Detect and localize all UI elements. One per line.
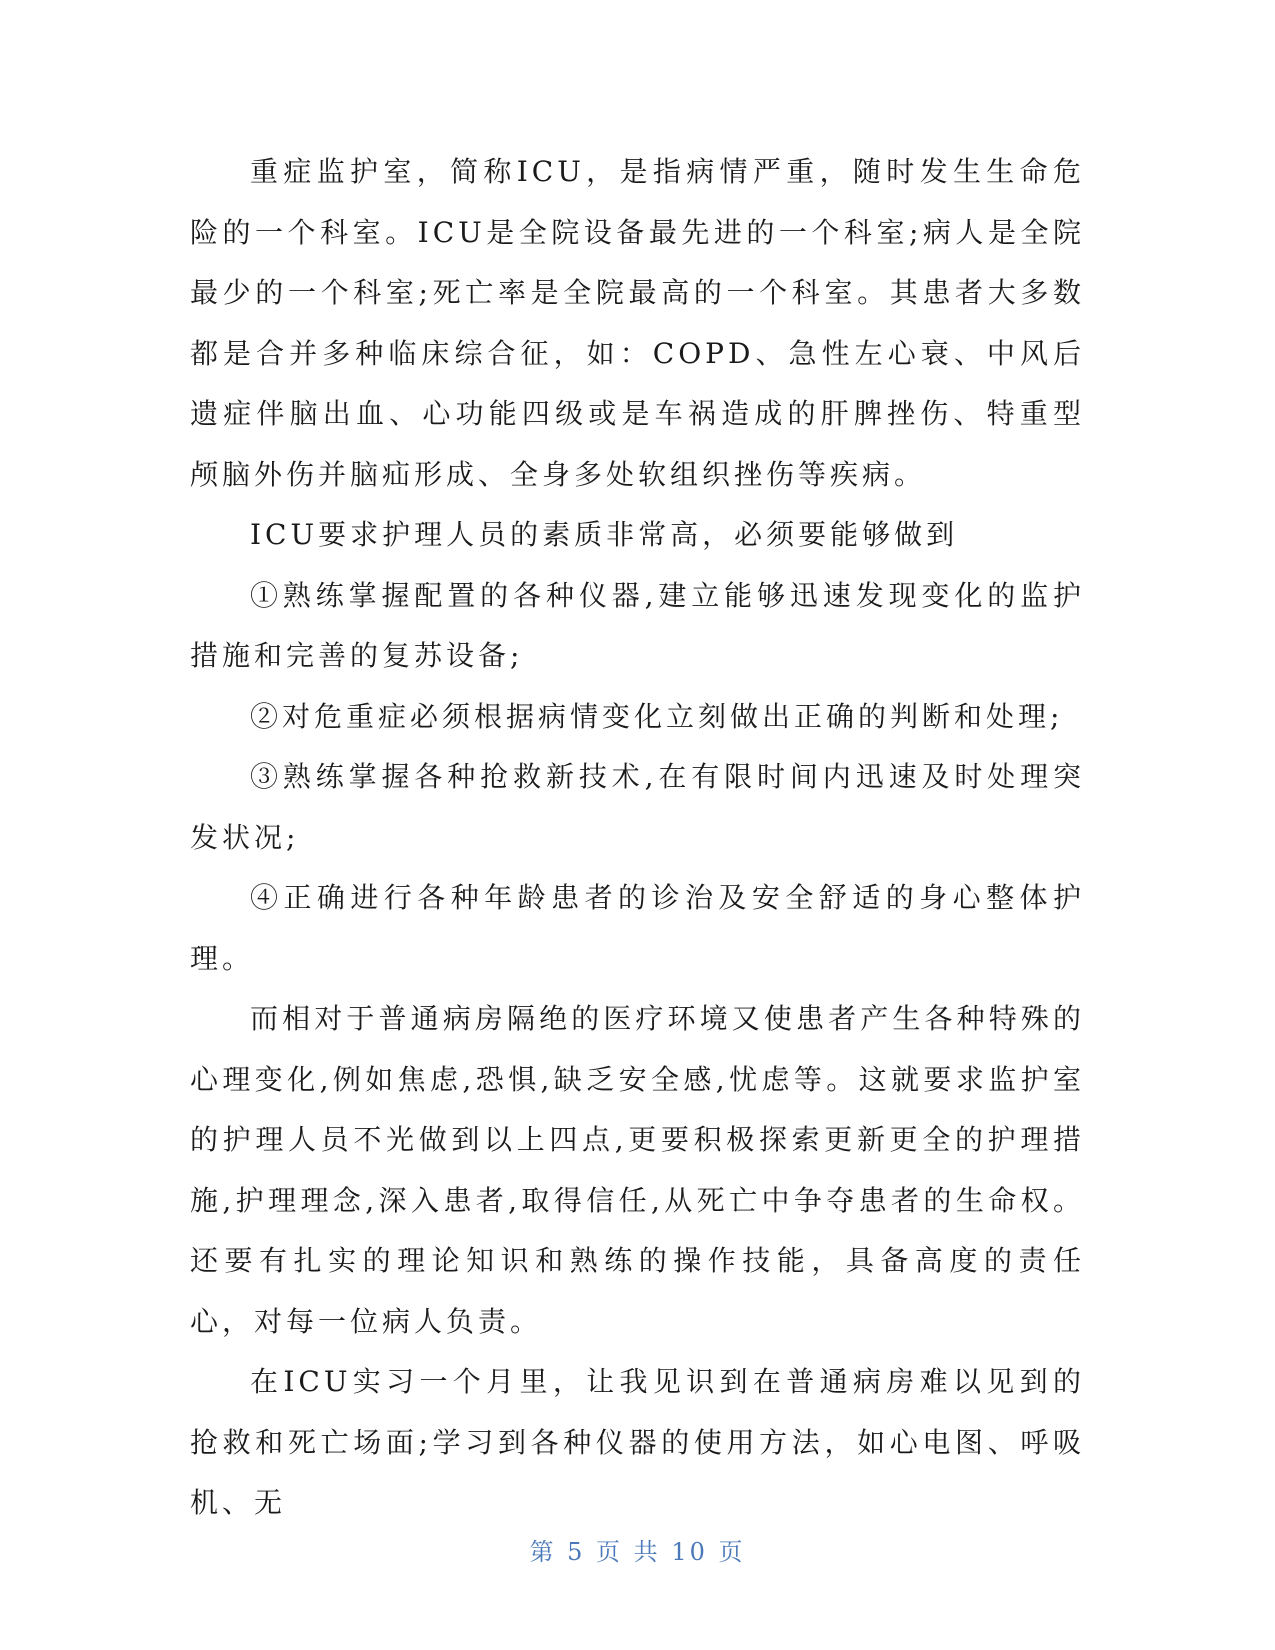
paragraph-requirement-2: ②对危重症必须根据病情变化立刻做出正确的判断和处理; bbox=[250, 699, 1064, 733]
paragraph-icu-intro: 重症监护室，简称ICU，是指病情严重，随时发生生命危险的一个科室。ICU是全院设备最先进的一个科室;病人是全院最少的一个科室;死亡率是全院最高的一个科室。其患者大多数都是合并多种临床综合征，如：COPD、急性左心衰、中风后遗症伴脑出血、心功能四级或是车祸造成的肝脾挫伤、特重型颅脑外伤并脑疝形成、全身多处软组织挫伤等疾病。 bbox=[190, 155, 1085, 491]
paragraph-requirement-3: ③熟练掌握各种抢救新技术,在有限时间内迅速及时处理突发状况; bbox=[190, 760, 1085, 854]
paragraph-psychology: 而相对于普通病房隔绝的医疗环境又使患者产生各种特殊的心理变化,例如焦虑,恐惧,缺乏安全感,忧虑等。这就要求监护室的护理人员不光做到以上四点,更要积极探索更新更全的护理措施,护理理念,深入患者,取得信任,从死亡中争夺患者的生命权。还要有扎实的理论知识和熟练的操作技能，具备高度的责任心，对每一位病人负责。 bbox=[190, 1002, 1085, 1338]
paragraph-internship: 在ICU实习一个月里，让我见识到在普通病房难以见到的抢救和死亡场面;学习到各种仪器的使用方法，如心电图、呼吸机、无 bbox=[190, 1365, 1085, 1519]
paragraph-requirements-lead: ICU要求护理人员的素质非常高，必须要能够做到 bbox=[250, 518, 959, 551]
footer-prefix: 第 bbox=[529, 1538, 557, 1566]
page-footer bbox=[0, 1532, 1275, 1567]
paragraph-requirement-1: ①熟练掌握配置的各种仪器,建立能够迅速发现变化的监护措施和完善的复苏设备; bbox=[190, 578, 1085, 672]
footer-suffix: 页 bbox=[718, 1538, 746, 1566]
document-body bbox=[190, 142, 1085, 1534]
footer-total-pages: 10 bbox=[671, 1538, 708, 1566]
footer-middle: 页 共 bbox=[596, 1538, 661, 1566]
paragraph-requirement-4: ④正确进行各种年龄患者的诊治及安全舒适的身心整体护理。 bbox=[190, 881, 1085, 975]
footer-current-page: 5 bbox=[567, 1538, 586, 1566]
